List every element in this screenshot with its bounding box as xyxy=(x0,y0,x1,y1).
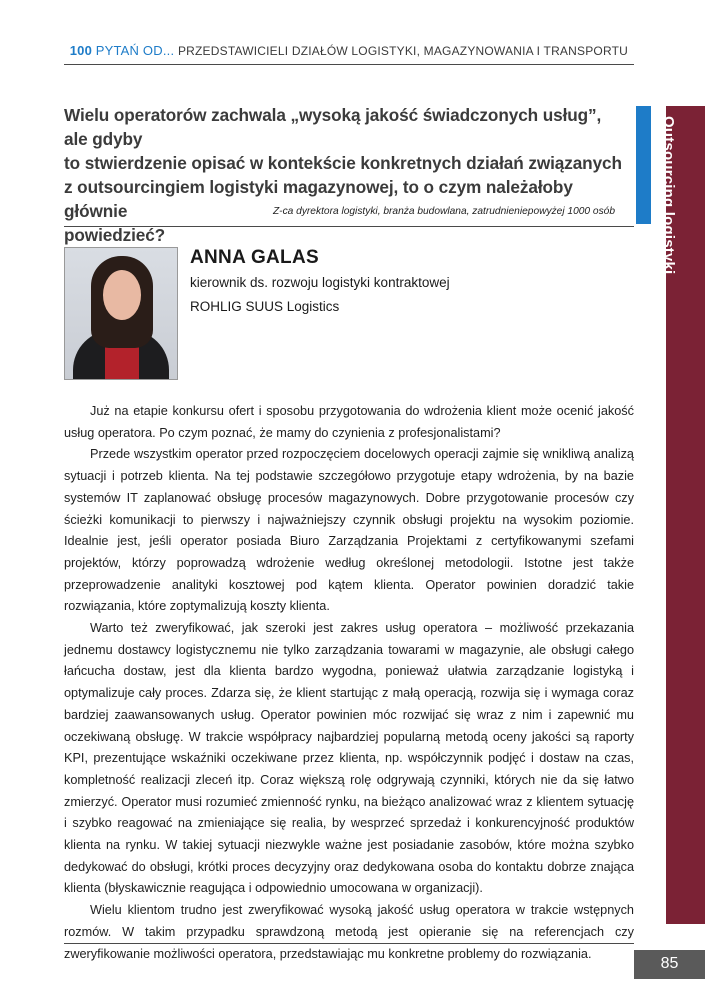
question-asker: Z-ca dyrektora logistyki, branża budowlana, zatrudnieniepowyżej 1000 osób xyxy=(272,206,615,217)
header-number: 100 xyxy=(69,43,93,58)
article-body xyxy=(64,401,634,965)
page-number-box xyxy=(634,950,705,979)
author-company: ROHLIG SUUS Logistics xyxy=(190,299,340,314)
header-lead: PYTAŃ OD... xyxy=(95,43,175,58)
author-name: ANNA GALAS xyxy=(190,247,319,268)
paragraph: Przede wszystkim operator przed rozpoczęciem docelowych operacji zajmie się wnikliwą analizą sytuacji i potrzeb klienta. Na tej podstawie szczegółowo przygotuje etapy wdrożenia, by na bazie systemów IT zaplanować obsługę procesów magazynowych. Dobre przygotowanie procesów czy ścieżki komunikacji to pierwszy i najważniejszy czynnik obsługi projektu na wysokim poziomie. Idealnie jest, jeśli operator posiada Biuro Zarządzania Projektami z certyfikowanymi szefami projektów, którzy poprowadzą wdrożenie według określonej metodologii. Istotne jest także przeprowadzenie analityki kosztowej pod kątem klienta. Operator powinien doradzić takie rozwiązania, które zoptymalizują koszty klienta. xyxy=(64,447,634,614)
page-number: 85 xyxy=(660,955,679,972)
running-header xyxy=(64,38,634,65)
paragraph: Już na etapie konkursu ofert i sposobu przygotowania do wdrożenia klient może ocenić jakość usług operatora. Po czym poznać, że mamy do czynienia z profesjonalistami? xyxy=(64,404,634,440)
running-header-text xyxy=(70,43,628,58)
section-label xyxy=(659,106,705,306)
question-line: powiedzieć? xyxy=(64,225,166,245)
paragraph: Wielu klientom trudno jest zweryfikować wysoką jakość usług operatora w trakcie wstępnych rozmów. W takim przypadku sprawdzoną metodą jest opieranie się na referencjach czy zweryfikowanie możliwości operatora, przedstawiając mu konkretne problemy do rozwiązania. xyxy=(64,903,634,961)
divider xyxy=(64,226,634,227)
question-line: Wielu operatorów zachwala „wysoką jakość świadczonych usług”, ale gdyby xyxy=(64,105,602,149)
accent-bar xyxy=(636,106,651,224)
footer-divider xyxy=(64,943,634,944)
question-line: to stwierdzenie opisać w kontekście konkretnych działań związanych xyxy=(64,153,622,173)
question-line: z outsourcingiem logistyki magazynowej, to o czym należałoby głównie xyxy=(64,177,573,221)
header-title: PRZEDSTAWICIELI DZIAŁÓW LOGISTYKI, MAGAZYNOWANIA I TRANSPORTU xyxy=(177,44,628,58)
paragraph: Warto też zweryfikować, jak szeroki jest zakres usług operatora – możliwość przekazania jednemu dostawcy logistycznemu nie tylko zarządzania towarami w magazynie, ale obsługi całego łańcucha dostaw, jest dla klienta bardzo wygodna, ponieważ ułatwia zarządzanie logistyką i optymalizuje cały proces. Zdarza się, że klient startując z małą operacją, rozwija się i wymaga coraz bardziej zaawansowanych usług. Operator powinien móc rozwijać się wraz z nim i zapewnić mu oczekiwaną obsługę. W trakcie współpracy najbardziej popularną metodą oceny jakości są raporty KPI, prezentujące wskaźniki oczekiwane przez klienta, np. współczynnik podjęć i dostaw na czas, kompletność realizacji zleceń itp. Coraz większą rolę odgrywają czynniki, których nie da się łatwo zmierzyć. Operator musi rozumieć zmienność rynku, na bieżąco analizować wraz z klientem sytuację i szybko reagować na zmieniające się realia, by wesprzeć sprzedaż i konkurencyjność produktów klienta na rynku. W takiej sytuacji niezwykle ważne jest posiadanie zasobów, które można szybko dedykować do obsługi, krótki proces decyzyjny oraz dedykowana osoba do kontaktu dobrze znająca klienta (błyskawicznie reagująca i odpowiednio umocowana w organizacji). xyxy=(64,621,634,896)
author-photo xyxy=(64,247,178,380)
author-role: kierownik ds. rozwoju logistyki kontraktowej xyxy=(190,275,450,290)
section-label-text: Outsourcing logistyki xyxy=(659,116,677,275)
